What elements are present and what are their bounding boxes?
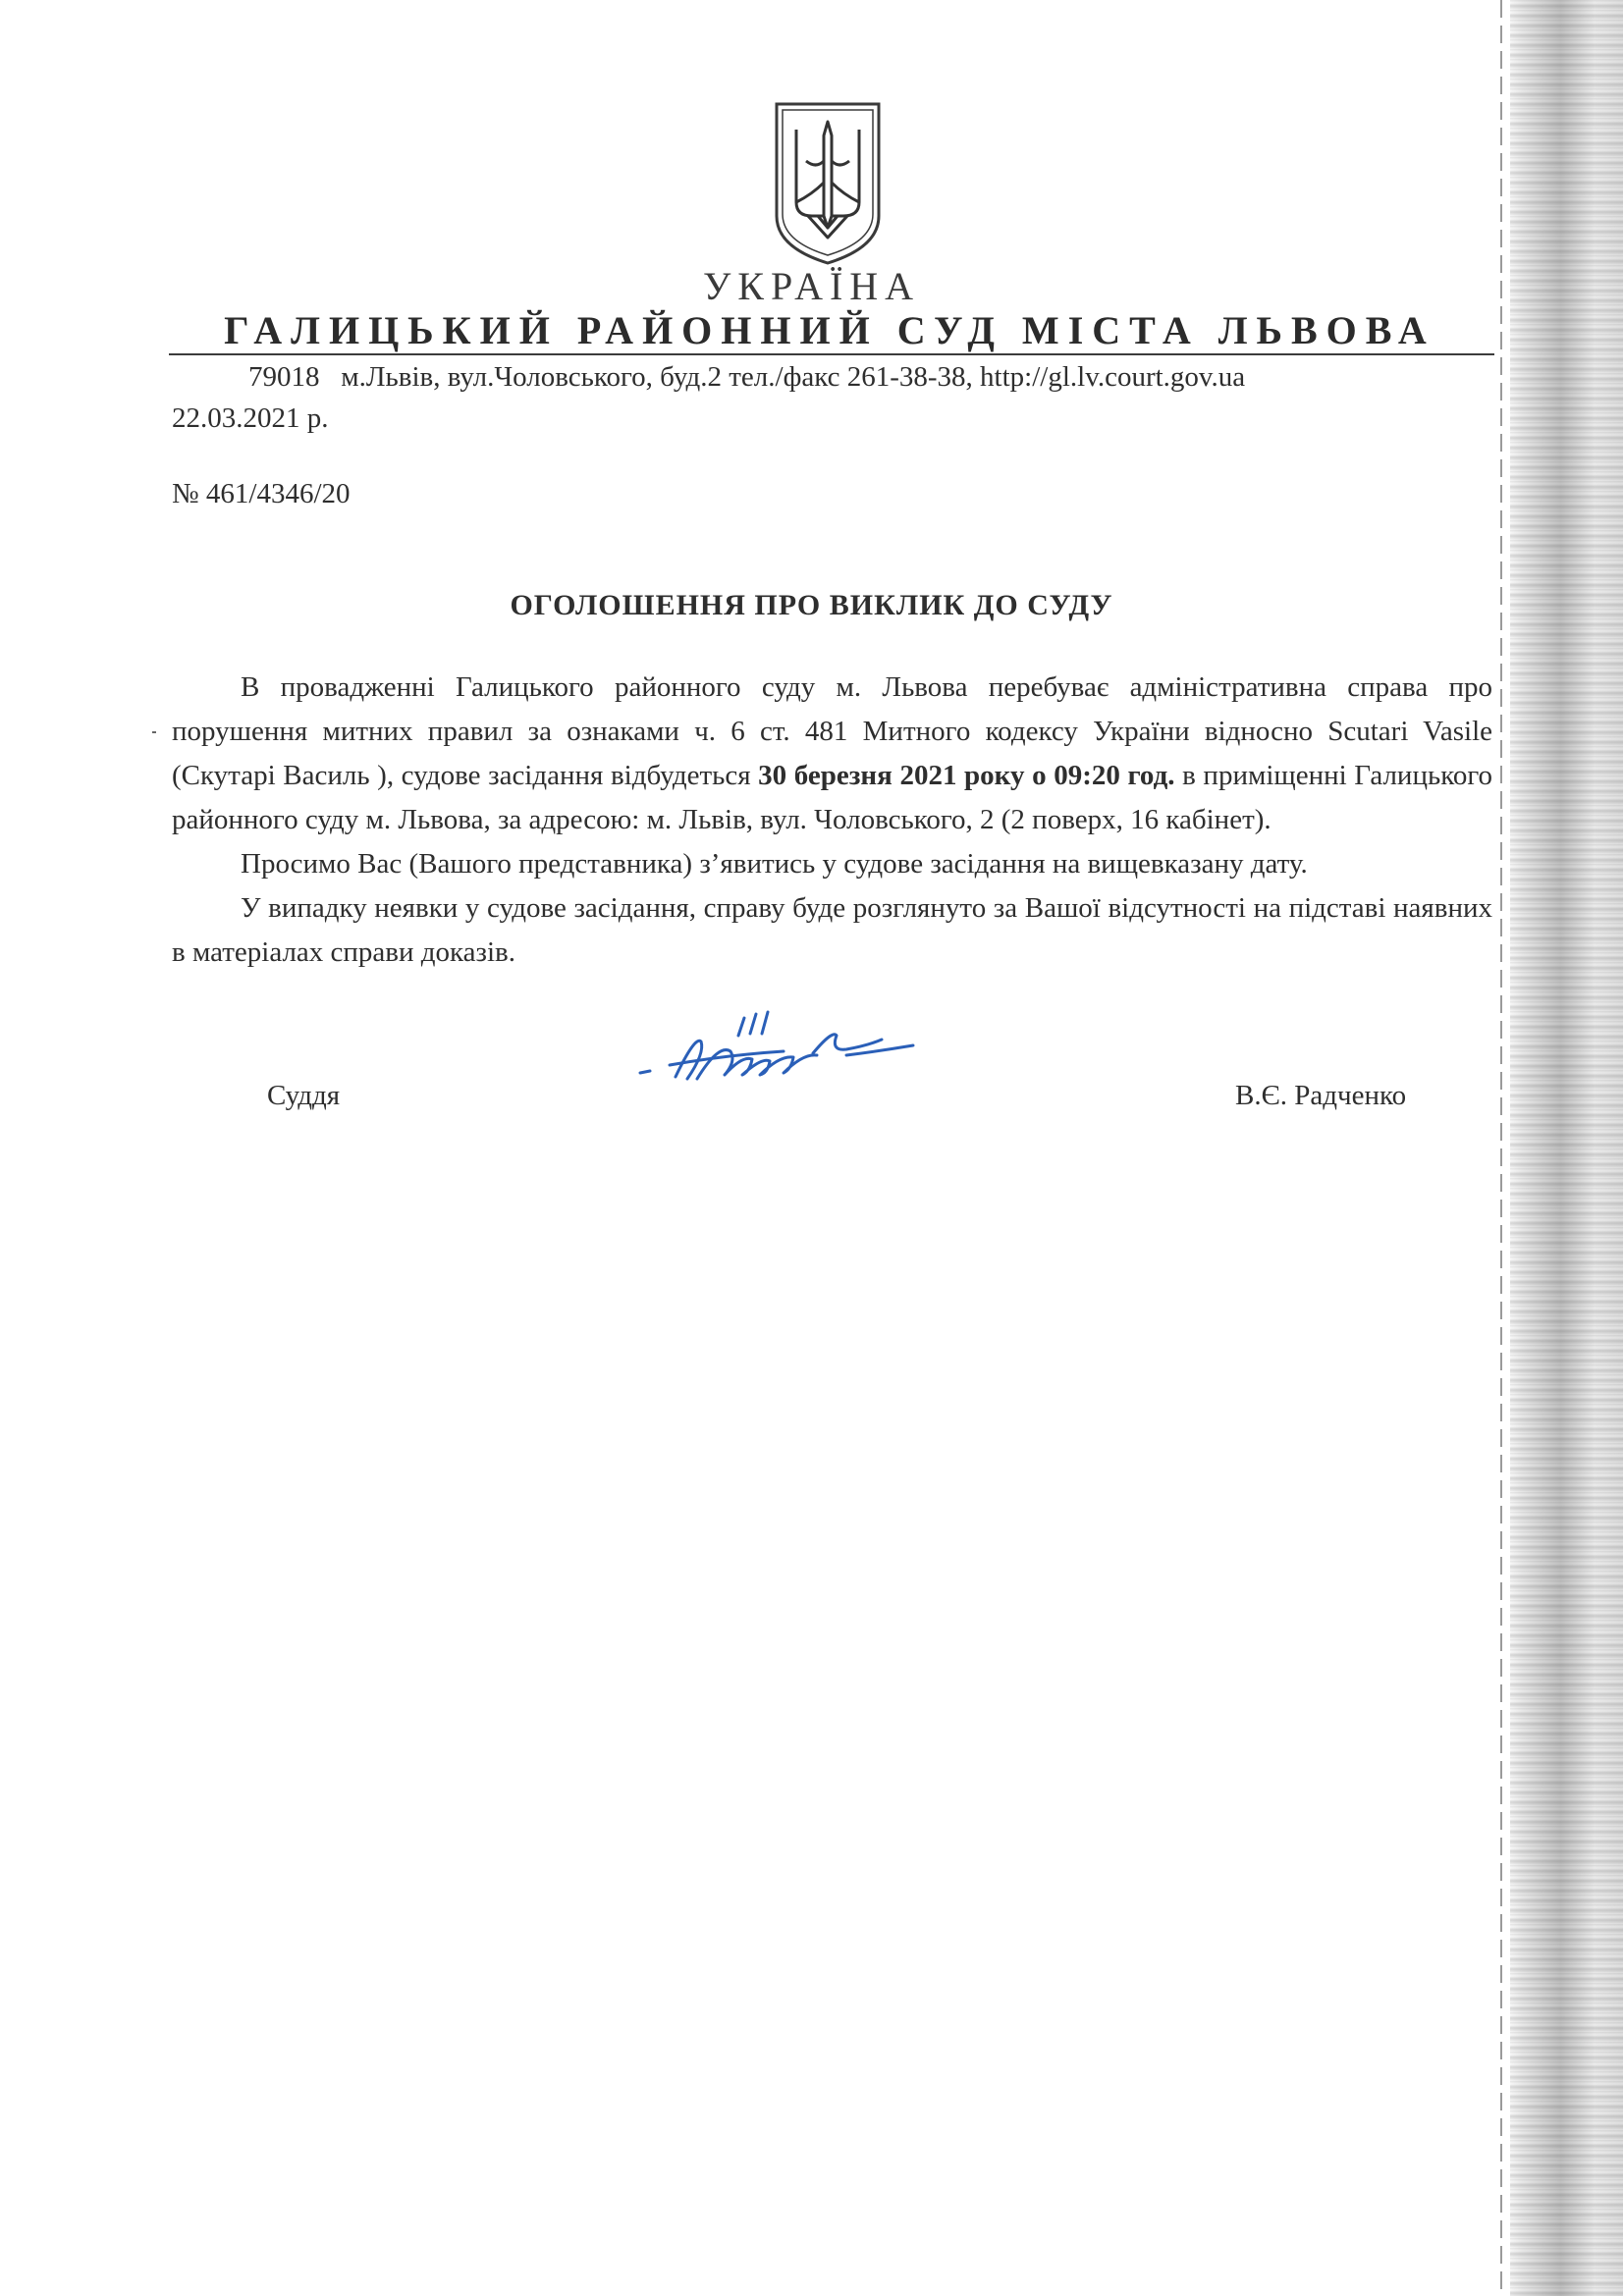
- notice-title: ОГОЛОШЕННЯ ПРО ВИКЛИК ДО СУДУ: [510, 589, 1113, 621]
- scan-edge-line: [1500, 0, 1502, 2296]
- paragraph-summons: [172, 666, 1492, 842]
- tryzub-icon: [773, 100, 883, 267]
- address-details: м.Львів, вул.Чоловського, буд.2 тел./факс 261-38-38, http://gl.lv.court.gov.ua: [341, 361, 1246, 393]
- paragraph-warning: У випадку неявки у судове засідання, справу буде розглянуто за Вашої відсутності на підставі наявних в матеріалах справи доказів.: [172, 892, 1492, 968]
- paragraph-request: Просимо Вас (Вашого представника) з’явитись у судове засідання на вищевказану дату.: [241, 848, 1308, 880]
- handwritten-signature-icon: [636, 996, 931, 1104]
- scan-speck: [152, 731, 156, 733]
- notice-body: [172, 666, 1492, 975]
- header-divider: [169, 353, 1494, 355]
- judge-title: Суддя: [267, 1080, 341, 1111]
- paragraph-summons-end: в приміщенні Галицького районного суду м. Львова, за адресою: м. Львів, вул. Чоловського, 2 (2 поверх, 16 кабінет).: [172, 760, 1492, 835]
- court-address: [172, 361, 1507, 394]
- postal-index: 79018: [248, 361, 320, 393]
- hearing-datetime: 30 березня 2021 року о 09:20 год.: [758, 760, 1175, 791]
- judge-name: В.Є. Радченко: [1235, 1080, 1407, 1111]
- case-number: № 461/4346/20: [172, 478, 351, 509]
- paragraph-summons-start: В провадженні Галицького районного суду м. Львова перебуває адміністративна справа про порушення митних правил за ознаками ч. 6 ст. 481 Митного кодексу України відносно Scutari Vasile (Скутарі Василь ), судове засідання відбудеться: [172, 671, 1492, 791]
- country-name: УКРАЇНА: [702, 264, 921, 308]
- document-date: 22.03.2021 р.: [172, 402, 329, 434]
- scan-edge-shadow: [1510, 0, 1623, 2296]
- court-name: ГАЛИЦЬКИЙ РАЙОННИЙ СУД МІСТА ЛЬВОВА: [224, 308, 1435, 352]
